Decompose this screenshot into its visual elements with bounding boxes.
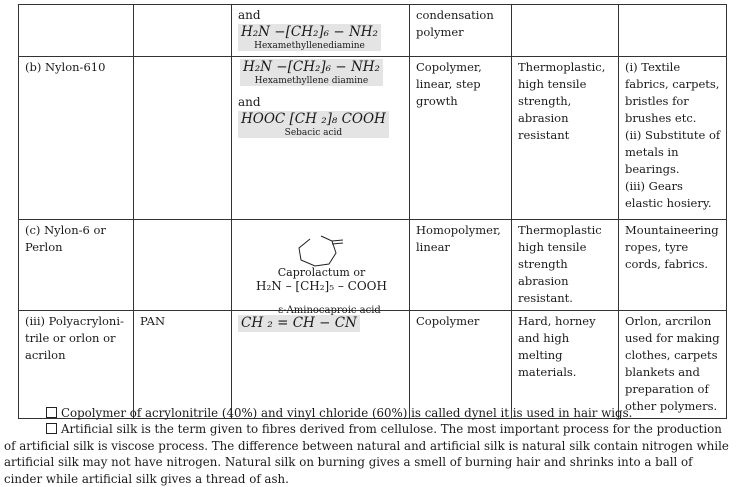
monomer-caption: Hexamethyllenediamine xyxy=(254,41,365,51)
note-artificial-silk xyxy=(4,421,729,487)
polymer-name-cell: (c) Nylon-6 or Perlon xyxy=(19,220,134,311)
polymer-table xyxy=(18,4,727,419)
table-row xyxy=(19,220,727,311)
polymer-name-cell: (b) Nylon-610 xyxy=(19,57,134,220)
use-item: (i) Textile fabrics, carpets, bristles for brushes etc. xyxy=(625,60,720,125)
monomer-caption: ε-Aminocaproic acid xyxy=(278,305,381,316)
properties-cell xyxy=(512,5,619,57)
monomer-cell xyxy=(232,57,410,220)
table-row xyxy=(19,5,727,57)
abbreviation-cell xyxy=(134,57,232,220)
monomer-formula xyxy=(240,59,383,86)
uses-cell xyxy=(619,57,727,220)
note-text: Copolymer of acrylonitrile (40%) and vinyl chloride (60%) is called dynel it is used in hair wigs. xyxy=(61,406,633,420)
note-dynel xyxy=(4,405,745,422)
abbreviation-cell xyxy=(134,220,232,311)
caprolactam-ring-structure xyxy=(277,220,367,268)
polymer-type-cell: Copolymer xyxy=(410,311,512,419)
properties-cell: Thermoplastic, high tensile strength, abrasion resistant xyxy=(512,57,619,220)
formula-text: H₂N −[CH₂]₆ − NH₂ xyxy=(241,24,378,40)
table-row xyxy=(19,57,727,220)
and-label: and xyxy=(238,8,261,22)
polymer-name-cell xyxy=(19,5,134,57)
monomer-caption: Sebacic acid xyxy=(284,128,343,138)
monomer-formula xyxy=(238,24,381,51)
and-label: and xyxy=(238,95,261,109)
monomer-formula: CH ₂ = CH − CN xyxy=(238,315,360,332)
abbreviation-cell: PAN xyxy=(134,311,232,419)
properties-cell: Hard, horney and high melting materials. xyxy=(512,311,619,419)
formula-text: HOOC [CH ₂]₈ COOH xyxy=(241,111,386,127)
monomer-name: Caprolactum or xyxy=(277,266,366,279)
monomer-formula: H₂N – [CH₂]₅ – COOH xyxy=(256,279,387,293)
polymer-name-cell: (iii) Polyacryloni-trile or orlon or acrilon xyxy=(19,311,134,419)
formula-text: H₂N −[CH₂]₆ − NH₂ xyxy=(243,59,380,75)
monomer-cell xyxy=(232,220,410,311)
polymer-type-cell: Homopolymer, linear xyxy=(410,220,512,311)
uses-cell xyxy=(619,5,727,57)
note-text: Artificial silk is the term given to fibres derived from cellulose. The most important process for the production of artificial silk is viscose process. The difference between natural and artificial silk is natural silk contain nitrogen while artificial silk may not have nitrogen. Natural silk on burning gives a smell of burning hair and shrinks into a ball of cinder while artificial silk gives a thread of ash. xyxy=(4,422,729,486)
abbreviation-cell xyxy=(134,5,232,57)
carbonyl-bond xyxy=(332,240,343,241)
polymer-type-cell: Copolymer, linear, step growth xyxy=(410,57,512,220)
monomer-cell xyxy=(232,5,410,57)
polymer-type-cell: condensation polymer xyxy=(410,5,512,57)
ring-bonds xyxy=(299,236,336,266)
checkbox-bullet-icon xyxy=(46,423,57,434)
monomer-caption: Hexamethyllene diamine xyxy=(254,76,369,86)
checkbox-bullet-icon xyxy=(46,407,57,418)
carbonyl-bond-2 xyxy=(332,243,343,244)
uses-cell: Mountaineering ropes, tyre cords, fabrics. xyxy=(619,220,727,311)
monomer-formula xyxy=(238,111,389,138)
properties-cell: Thermoplastic high tensile strength abrasion resistant. xyxy=(512,220,619,311)
table-row xyxy=(19,311,727,419)
uses-cell: Orlon, arcrilon used for making clothes, carpets blankets and preparation of other polymers. xyxy=(619,311,727,419)
use-item: (ii) Substitute of metals in bearings. xyxy=(625,128,721,176)
monomer-cell xyxy=(232,305,410,419)
use-item: (iii) Gears elastic hosiery. xyxy=(625,179,712,210)
